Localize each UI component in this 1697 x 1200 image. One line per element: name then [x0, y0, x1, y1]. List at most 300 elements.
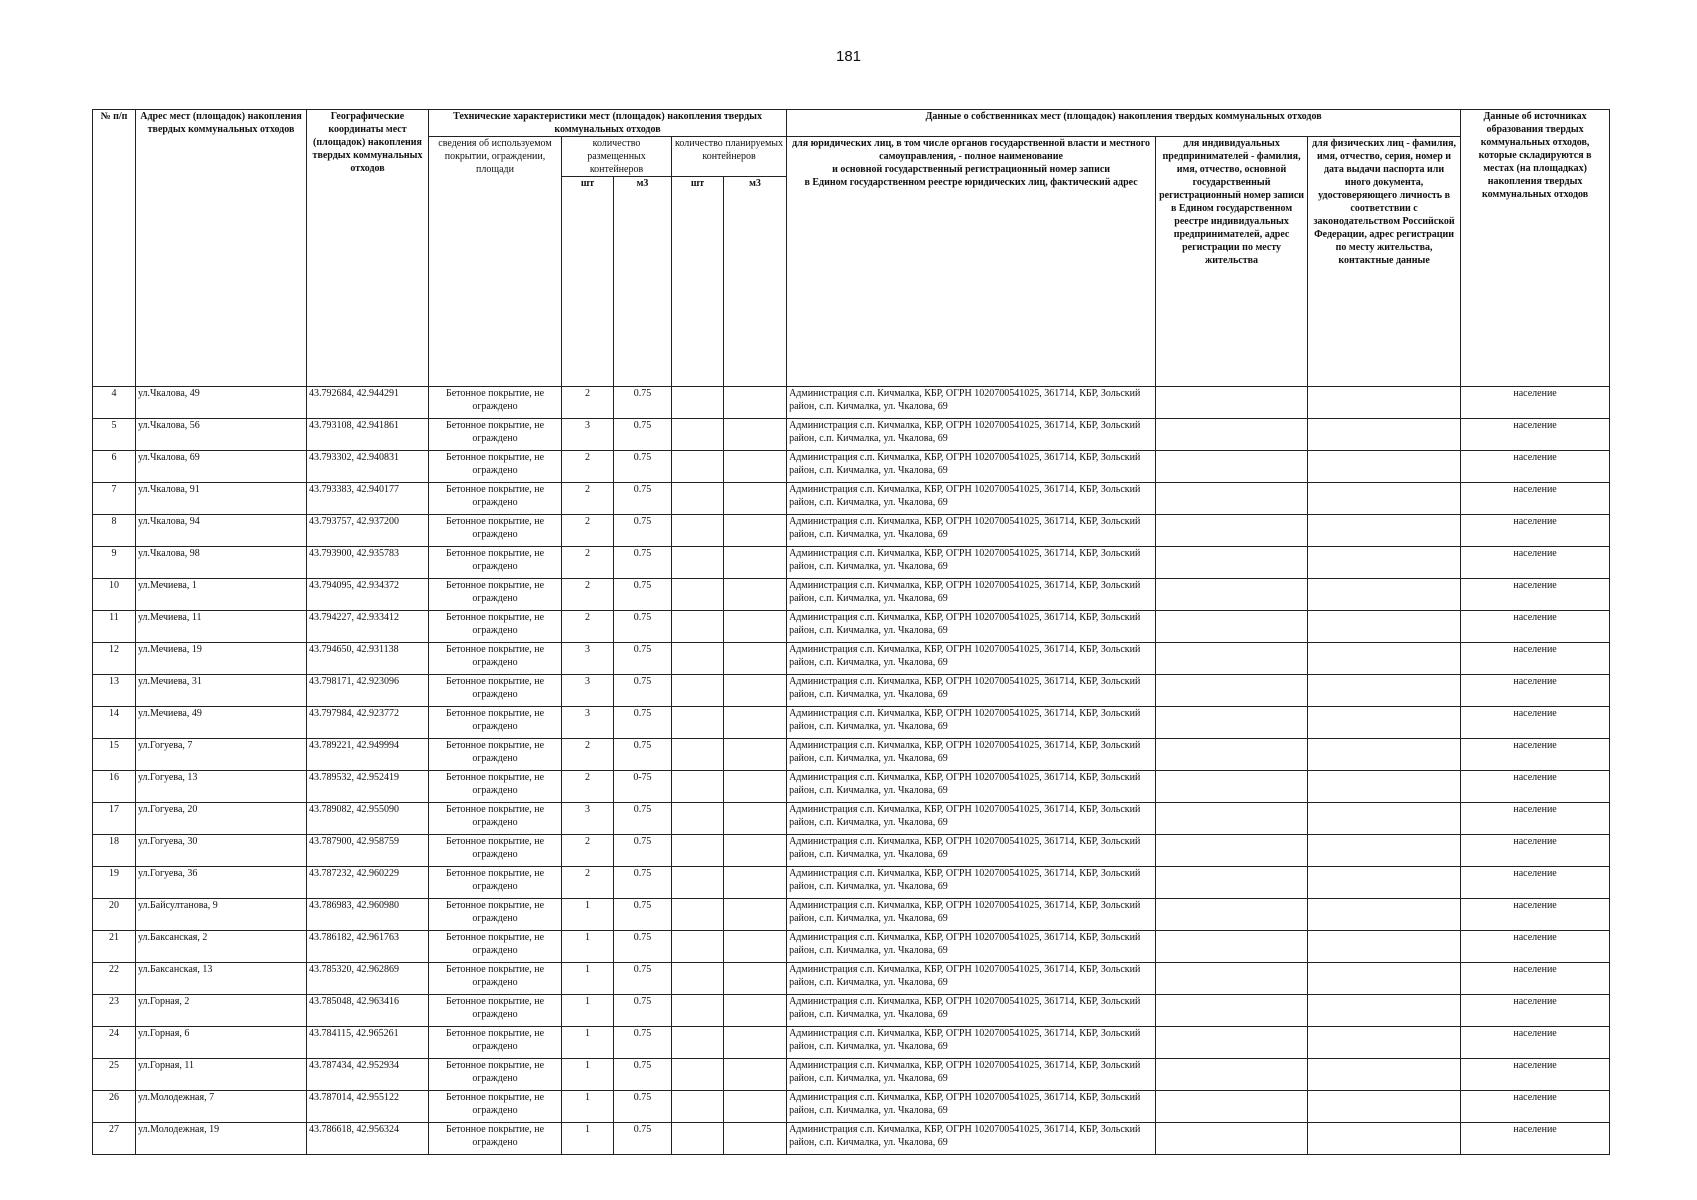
cell-num: 21	[93, 931, 136, 963]
cell-container-volume: 0.75	[614, 899, 672, 931]
cell-coords: 43.789082, 42.955090	[307, 803, 429, 835]
cell-planned-count	[672, 1027, 724, 1059]
cell-planned-count	[672, 675, 724, 707]
table-row	[93, 707, 1610, 739]
cell-address: ул.Молодежная, 7	[136, 1091, 307, 1123]
cell-surface: Бетонное покрытие, не ограждено	[429, 547, 562, 579]
cell-surface: Бетонное покрытие, не ограждено	[429, 1091, 562, 1123]
cell-surface: Бетонное покрытие, не ограждено	[429, 579, 562, 611]
cell-surface: Бетонное покрытие, не ограждено	[429, 835, 562, 867]
cell-planned-count	[672, 931, 724, 963]
table-row	[93, 1123, 1610, 1155]
cell-address: ул.Гогуева, 20	[136, 803, 307, 835]
table-row	[93, 835, 1610, 867]
cell-owner-individual	[1308, 931, 1461, 963]
cell-owner-individual	[1308, 739, 1461, 771]
cell-container-count: 2	[562, 739, 614, 771]
cell-num: 18	[93, 835, 136, 867]
cell-address: ул.Чкалова, 69	[136, 451, 307, 483]
cell-planned-count	[672, 1123, 724, 1155]
cell-address: ул.Чкалова, 94	[136, 515, 307, 547]
cell-owner-legal: Администрация с.п. Кичмалка, КБР, ОГРН 1020700541025, 361714, КБР, Зольский район, с.п. Кичмалка, ул. Чкалова, 69	[787, 483, 1156, 515]
cell-coords: 43.793383, 42.940177	[307, 483, 429, 515]
cell-planned-count	[672, 1091, 724, 1123]
cell-owner-entrepreneur	[1156, 835, 1308, 867]
cell-container-volume: 0.75	[614, 515, 672, 547]
cell-planned-volume	[724, 739, 787, 771]
cell-owner-entrepreneur	[1156, 483, 1308, 515]
cell-planned-volume	[724, 867, 787, 899]
header-tech-group: Технические характеристики мест (площадок) накопления твердых коммунальных отходов	[429, 110, 787, 137]
cell-num: 15	[93, 739, 136, 771]
cell-source: население	[1461, 771, 1610, 803]
table-row	[93, 995, 1610, 1027]
cell-container-volume: 0.75	[614, 931, 672, 963]
header-num: № п/п	[93, 110, 136, 387]
cell-source: население	[1461, 835, 1610, 867]
cell-source: население	[1461, 675, 1610, 707]
cell-surface: Бетонное покрытие, не ограждено	[429, 899, 562, 931]
cell-owner-entrepreneur	[1156, 579, 1308, 611]
cell-address: ул.Гогуева, 36	[136, 867, 307, 899]
cell-coords: 43.789532, 42.952419	[307, 771, 429, 803]
header-unit-m3: м3	[724, 177, 787, 387]
cell-owner-individual	[1308, 483, 1461, 515]
cell-planned-count	[672, 707, 724, 739]
cell-surface: Бетонное покрытие, не ограждено	[429, 419, 562, 451]
cell-container-count: 1	[562, 931, 614, 963]
cell-planned-volume	[724, 1059, 787, 1091]
cell-source: население	[1461, 931, 1610, 963]
cell-owner-entrepreneur	[1156, 931, 1308, 963]
cell-container-volume: 0.75	[614, 963, 672, 995]
cell-num: 9	[93, 547, 136, 579]
cell-owner-entrepreneur	[1156, 995, 1308, 1027]
cell-container-count: 3	[562, 419, 614, 451]
cell-surface: Бетонное покрытие, не ограждено	[429, 1123, 562, 1155]
cell-container-count: 2	[562, 515, 614, 547]
cell-planned-volume	[724, 547, 787, 579]
page-number: 181	[835, 48, 862, 65]
cell-surface: Бетонное покрытие, не ограждено	[429, 611, 562, 643]
table-row	[93, 419, 1610, 451]
cell-container-volume: 0.75	[614, 387, 672, 419]
cell-planned-volume	[724, 707, 787, 739]
cell-surface: Бетонное покрытие, не ограждено	[429, 515, 562, 547]
cell-container-volume: 0.75	[614, 675, 672, 707]
cell-num: 22	[93, 963, 136, 995]
cell-owner-legal: Администрация с.п. Кичмалка, КБР, ОГРН 1020700541025, 361714, КБР, Зольский район, с.п. Кичмалка, ул. Чкалова, 69	[787, 739, 1156, 771]
cell-planned-volume	[724, 1027, 787, 1059]
cell-num: 5	[93, 419, 136, 451]
cell-owner-entrepreneur	[1156, 451, 1308, 483]
cell-planned-count	[672, 995, 724, 1027]
cell-planned-volume	[724, 995, 787, 1027]
cell-owner-legal: Администрация с.п. Кичмалка, КБР, ОГРН 1020700541025, 361714, КБР, Зольский район, с.п. Кичмалка, ул. Чкалова, 69	[787, 835, 1156, 867]
cell-container-volume: 0.75	[614, 1123, 672, 1155]
cell-num: 4	[93, 387, 136, 419]
table-body	[93, 387, 1610, 1155]
cell-container-count: 2	[562, 451, 614, 483]
cell-address: ул.Мечиева, 19	[136, 643, 307, 675]
cell-address: ул.Чкалова, 91	[136, 483, 307, 515]
cell-num: 12	[93, 643, 136, 675]
cell-container-volume: 0.75	[614, 835, 672, 867]
table-row	[93, 1059, 1610, 1091]
cell-source: население	[1461, 579, 1610, 611]
cell-coords: 43.785320, 42.962869	[307, 963, 429, 995]
cell-container-count: 2	[562, 835, 614, 867]
cell-surface: Бетонное покрытие, не ограждено	[429, 739, 562, 771]
cell-container-volume: 0.75	[614, 1091, 672, 1123]
cell-address: ул.Молодежная, 19	[136, 1123, 307, 1155]
cell-container-count: 1	[562, 963, 614, 995]
cell-num: 19	[93, 867, 136, 899]
cell-owner-legal: Администрация с.п. Кичмалка, КБР, ОГРН 1020700541025, 361714, КБР, Зольский район, с.п. Кичмалка, ул. Чкалова, 69	[787, 515, 1156, 547]
cell-num: 8	[93, 515, 136, 547]
cell-num: 27	[93, 1123, 136, 1155]
cell-address: ул.Чкалова, 98	[136, 547, 307, 579]
cell-planned-volume	[724, 387, 787, 419]
header-unit-pcs: шт	[672, 177, 724, 387]
cell-owner-individual	[1308, 451, 1461, 483]
cell-surface: Бетонное покрытие, не ограждено	[429, 803, 562, 835]
cell-owner-legal: Администрация с.п. Кичмалка, КБР, ОГРН 1020700541025, 361714, КБР, Зольский район, с.п. Кичмалка, ул. Чкалова, 69	[787, 867, 1156, 899]
cell-container-count: 2	[562, 867, 614, 899]
cell-surface: Бетонное покрытие, не ограждено	[429, 867, 562, 899]
cell-planned-volume	[724, 899, 787, 931]
cell-source: население	[1461, 899, 1610, 931]
cell-source: население	[1461, 963, 1610, 995]
cell-owner-entrepreneur	[1156, 739, 1308, 771]
cell-address: ул.Мечиева, 31	[136, 675, 307, 707]
cell-owner-individual	[1308, 867, 1461, 899]
cell-planned-count	[672, 483, 724, 515]
cell-owner-entrepreneur	[1156, 707, 1308, 739]
cell-container-volume: 0.75	[614, 739, 672, 771]
header-unit-m3: м3	[614, 177, 672, 387]
cell-owner-entrepreneur	[1156, 803, 1308, 835]
cell-owner-individual	[1308, 835, 1461, 867]
cell-surface: Бетонное покрытие, не ограждено	[429, 387, 562, 419]
cell-source: население	[1461, 1059, 1610, 1091]
cell-container-volume: 0.75	[614, 803, 672, 835]
cell-num: 13	[93, 675, 136, 707]
cell-source: население	[1461, 643, 1610, 675]
cell-coords: 43.786618, 42.956324	[307, 1123, 429, 1155]
cell-num: 16	[93, 771, 136, 803]
cell-num: 10	[93, 579, 136, 611]
cell-container-volume: 0.75	[614, 867, 672, 899]
cell-owner-individual	[1308, 419, 1461, 451]
cell-planned-volume	[724, 579, 787, 611]
cell-surface: Бетонное покрытие, не ограждено	[429, 931, 562, 963]
cell-owner-legal: Администрация с.п. Кичмалка, КБР, ОГРН 1020700541025, 361714, КБР, Зольский район, с.п. Кичмалка, ул. Чкалова, 69	[787, 963, 1156, 995]
cell-source: население	[1461, 451, 1610, 483]
cell-owner-individual	[1308, 803, 1461, 835]
cell-planned-count	[672, 963, 724, 995]
cell-planned-count	[672, 899, 724, 931]
cell-container-count: 3	[562, 803, 614, 835]
cell-source: население	[1461, 547, 1610, 579]
cell-planned-count	[672, 419, 724, 451]
cell-source: население	[1461, 867, 1610, 899]
cell-owner-legal: Администрация с.п. Кичмалка, КБР, ОГРН 1020700541025, 361714, КБР, Зольский район, с.п. Кичмалка, ул. Чкалова, 69	[787, 419, 1156, 451]
cell-container-count: 2	[562, 611, 614, 643]
cell-container-count: 2	[562, 483, 614, 515]
cell-owner-legal: Администрация с.п. Кичмалка, КБР, ОГРН 1020700541025, 361714, КБР, Зольский район, с.п. Кичмалка, ул. Чкалова, 69	[787, 1059, 1156, 1091]
table-row	[93, 771, 1610, 803]
cell-owner-legal: Администрация с.п. Кичмалка, КБР, ОГРН 1020700541025, 361714, КБР, Зольский район, с.п. Кичмалка, ул. Чкалова, 69	[787, 387, 1156, 419]
cell-address: ул.Мечиева, 11	[136, 611, 307, 643]
cell-container-volume: 0.75	[614, 707, 672, 739]
header-address: Адрес мест (площадок) накопления твердых коммунальных отходов	[136, 110, 307, 387]
cell-owner-legal: Администрация с.п. Кичмалка, КБР, ОГРН 1020700541025, 361714, КБР, Зольский район, с.п. Кичмалка, ул. Чкалова, 69	[787, 1027, 1156, 1059]
cell-num: 26	[93, 1091, 136, 1123]
cell-owner-individual	[1308, 387, 1461, 419]
cell-container-volume: 0.75	[614, 547, 672, 579]
cell-owner-individual	[1308, 579, 1461, 611]
cell-planned-volume	[724, 1123, 787, 1155]
cell-owner-individual	[1308, 675, 1461, 707]
cell-planned-volume	[724, 419, 787, 451]
cell-owner-legal: Администрация с.п. Кичмалка, КБР, ОГРН 1020700541025, 361714, КБР, Зольский район, с.п. Кичмалка, ул. Чкалова, 69	[787, 675, 1156, 707]
waste-sites-table	[92, 109, 1610, 1155]
cell-surface: Бетонное покрытие, не ограждено	[429, 963, 562, 995]
cell-address: ул.Горная, 11	[136, 1059, 307, 1091]
cell-surface: Бетонное покрытие, не ограждено	[429, 707, 562, 739]
cell-address: ул.Гогуева, 13	[136, 771, 307, 803]
cell-owner-entrepreneur	[1156, 963, 1308, 995]
cell-owner-entrepreneur	[1156, 387, 1308, 419]
cell-surface: Бетонное покрытие, не ограждено	[429, 675, 562, 707]
cell-owner-individual	[1308, 547, 1461, 579]
cell-owner-individual	[1308, 643, 1461, 675]
cell-coords: 43.793900, 42.935783	[307, 547, 429, 579]
cell-owner-individual	[1308, 1123, 1461, 1155]
cell-owner-entrepreneur	[1156, 1091, 1308, 1123]
cell-coords: 43.793108, 42.941861	[307, 419, 429, 451]
cell-planned-count	[672, 771, 724, 803]
cell-planned-volume	[724, 803, 787, 835]
cell-owner-legal: Администрация с.п. Кичмалка, КБР, ОГРН 1020700541025, 361714, КБР, Зольский район, с.п. Кичмалка, ул. Чкалова, 69	[787, 707, 1156, 739]
cell-container-volume: 0-75	[614, 771, 672, 803]
cell-surface: Бетонное покрытие, не ограждено	[429, 483, 562, 515]
cell-planned-count	[672, 611, 724, 643]
cell-planned-count	[672, 451, 724, 483]
cell-planned-count	[672, 739, 724, 771]
cell-container-volume: 0.75	[614, 483, 672, 515]
cell-planned-count	[672, 643, 724, 675]
cell-owner-entrepreneur	[1156, 1027, 1308, 1059]
cell-owner-entrepreneur	[1156, 419, 1308, 451]
cell-address: ул.Горная, 2	[136, 995, 307, 1027]
cell-owner-legal: Администрация с.п. Кичмалка, КБР, ОГРН 1020700541025, 361714, КБР, Зольский район, с.п. Кичмалка, ул. Чкалова, 69	[787, 803, 1156, 835]
cell-num: 17	[93, 803, 136, 835]
cell-owner-entrepreneur	[1156, 611, 1308, 643]
table-row	[93, 579, 1610, 611]
cell-owner-individual	[1308, 707, 1461, 739]
cell-owner-individual	[1308, 611, 1461, 643]
cell-owner-individual	[1308, 995, 1461, 1027]
cell-address: ул.Гогуева, 7	[136, 739, 307, 771]
table-row	[93, 1091, 1610, 1123]
cell-planned-count	[672, 835, 724, 867]
table-row	[93, 739, 1610, 771]
table-row	[93, 867, 1610, 899]
cell-owner-legal: Администрация с.п. Кичмалка, КБР, ОГРН 1020700541025, 361714, КБР, Зольский район, с.п. Кичмалка, ул. Чкалова, 69	[787, 771, 1156, 803]
cell-source: население	[1461, 1027, 1610, 1059]
header-unit-pcs: шт	[562, 177, 614, 387]
cell-coords: 43.794227, 42.933412	[307, 611, 429, 643]
cell-num: 14	[93, 707, 136, 739]
cell-surface: Бетонное покрытие, не ограждено	[429, 1059, 562, 1091]
cell-source: население	[1461, 707, 1610, 739]
cell-container-volume: 0.75	[614, 611, 672, 643]
cell-planned-count	[672, 387, 724, 419]
cell-owner-legal: Администрация с.п. Кичмалка, КБР, ОГРН 1020700541025, 361714, КБР, Зольский район, с.п. Кичмалка, ул. Чкалова, 69	[787, 547, 1156, 579]
cell-coords: 43.792684, 42.944291	[307, 387, 429, 419]
cell-owner-entrepreneur	[1156, 643, 1308, 675]
cell-surface: Бетонное покрытие, не ограждено	[429, 1027, 562, 1059]
cell-source: население	[1461, 611, 1610, 643]
header-owner-group: Данные о собственниках мест (площадок) накопления твердых коммунальных отходов	[787, 110, 1461, 137]
cell-owner-individual	[1308, 899, 1461, 931]
cell-planned-count	[672, 1059, 724, 1091]
table-row	[93, 611, 1610, 643]
header-qty-existing: количество размещенных контейнеров	[562, 137, 672, 177]
header-coords: Географические координаты мест (площадок) накопления твердых коммунальных отходов	[307, 110, 429, 387]
cell-source: население	[1461, 387, 1610, 419]
cell-source: население	[1461, 1123, 1610, 1155]
cell-owner-individual	[1308, 515, 1461, 547]
cell-coords: 43.789221, 42.949994	[307, 739, 429, 771]
cell-planned-volume	[724, 451, 787, 483]
cell-container-volume: 0.75	[614, 579, 672, 611]
cell-address: ул.Баксанская, 13	[136, 963, 307, 995]
cell-address: ул.Гогуева, 30	[136, 835, 307, 867]
header-surface: сведения об используемом покрытии, ограждении, площади	[429, 137, 562, 387]
cell-container-count: 1	[562, 899, 614, 931]
cell-owner-individual	[1308, 1059, 1461, 1091]
cell-owner-legal: Администрация с.п. Кичмалка, КБР, ОГРН 1020700541025, 361714, КБР, Зольский район, с.п. Кичмалка, ул. Чкалова, 69	[787, 995, 1156, 1027]
cell-container-count: 3	[562, 707, 614, 739]
cell-owner-legal: Администрация с.п. Кичмалка, КБР, ОГРН 1020700541025, 361714, КБР, Зольский район, с.п. Кичмалка, ул. Чкалова, 69	[787, 1091, 1156, 1123]
cell-coords: 43.798171, 42.923096	[307, 675, 429, 707]
cell-surface: Бетонное покрытие, не ограждено	[429, 643, 562, 675]
cell-owner-individual	[1308, 771, 1461, 803]
cell-source: население	[1461, 739, 1610, 771]
table-row	[93, 483, 1610, 515]
table-row	[93, 515, 1610, 547]
cell-address: ул.Мечиева, 1	[136, 579, 307, 611]
table-row	[93, 387, 1610, 419]
cell-coords: 43.787232, 42.960229	[307, 867, 429, 899]
cell-owner-entrepreneur	[1156, 771, 1308, 803]
cell-container-count: 1	[562, 1059, 614, 1091]
header-individuals: для физических лиц - фамилия, имя, отчество, серия, номер и дата выдачи паспорта или иного документа, удостоверяющего личность в соответствии с законодательством Российской Федерации, адрес регистрации по месту жительства, контактные данные	[1308, 137, 1461, 387]
cell-container-count: 2	[562, 579, 614, 611]
header-qty-planned: количество планируемых контейнеров	[672, 137, 787, 177]
cell-owner-legal: Администрация с.п. Кичмалка, КБР, ОГРН 1020700541025, 361714, КБР, Зольский район, с.п. Кичмалка, ул. Чкалова, 69	[787, 579, 1156, 611]
cell-surface: Бетонное покрытие, не ограждено	[429, 995, 562, 1027]
cell-planned-volume	[724, 483, 787, 515]
cell-planned-count	[672, 803, 724, 835]
cell-owner-legal: Администрация с.п. Кичмалка, КБР, ОГРН 1020700541025, 361714, КБР, Зольский район, с.п. Кичмалка, ул. Чкалова, 69	[787, 931, 1156, 963]
cell-planned-volume	[724, 611, 787, 643]
cell-coords: 43.784115, 42.965261	[307, 1027, 429, 1059]
cell-coords: 43.794095, 42.934372	[307, 579, 429, 611]
cell-owner-entrepreneur	[1156, 1059, 1308, 1091]
cell-owner-legal: Администрация с.п. Кичмалка, КБР, ОГРН 1020700541025, 361714, КБР, Зольский район, с.п. Кичмалка, ул. Чкалова, 69	[787, 643, 1156, 675]
cell-num: 23	[93, 995, 136, 1027]
cell-owner-legal: Администрация с.п. Кичмалка, КБР, ОГРН 1020700541025, 361714, КБР, Зольский район, с.п. Кичмалка, ул. Чкалова, 69	[787, 1123, 1156, 1155]
cell-container-count: 2	[562, 547, 614, 579]
cell-address: ул.Чкалова, 56	[136, 419, 307, 451]
cell-container-count: 1	[562, 1123, 614, 1155]
cell-planned-count	[672, 547, 724, 579]
cell-address: ул.Байсултанова, 9	[136, 899, 307, 931]
cell-surface: Бетонное покрытие, не ограждено	[429, 451, 562, 483]
cell-owner-individual	[1308, 963, 1461, 995]
table-row	[93, 1027, 1610, 1059]
cell-planned-count	[672, 515, 724, 547]
cell-container-count: 1	[562, 995, 614, 1027]
cell-num: 20	[93, 899, 136, 931]
cell-address: ул.Баксанская, 2	[136, 931, 307, 963]
cell-coords: 43.794650, 42.931138	[307, 643, 429, 675]
cell-num: 11	[93, 611, 136, 643]
cell-planned-volume	[724, 931, 787, 963]
cell-coords: 43.797984, 42.923772	[307, 707, 429, 739]
cell-owner-entrepreneur	[1156, 515, 1308, 547]
table-row	[93, 643, 1610, 675]
cell-owner-individual	[1308, 1091, 1461, 1123]
table-row	[93, 963, 1610, 995]
cell-owner-entrepreneur	[1156, 899, 1308, 931]
cell-container-volume: 0.75	[614, 451, 672, 483]
cell-container-volume: 0.75	[614, 995, 672, 1027]
cell-address: ул.Мечиева, 49	[136, 707, 307, 739]
cell-planned-volume	[724, 643, 787, 675]
cell-source: население	[1461, 483, 1610, 515]
cell-owner-individual	[1308, 1027, 1461, 1059]
cell-owner-entrepreneur	[1156, 867, 1308, 899]
cell-address: ул.Горная, 6	[136, 1027, 307, 1059]
cell-planned-count	[672, 579, 724, 611]
cell-coords: 43.786182, 42.961763	[307, 931, 429, 963]
cell-coords: 43.786983, 42.960980	[307, 899, 429, 931]
cell-source: население	[1461, 419, 1610, 451]
cell-num: 6	[93, 451, 136, 483]
cell-planned-volume	[724, 515, 787, 547]
cell-owner-legal: Администрация с.п. Кичмалка, КБР, ОГРН 1020700541025, 361714, КБР, Зольский район, с.п. Кичмалка, ул. Чкалова, 69	[787, 899, 1156, 931]
cell-surface: Бетонное покрытие, не ограждено	[429, 771, 562, 803]
cell-container-volume: 0.75	[614, 643, 672, 675]
cell-source: население	[1461, 1091, 1610, 1123]
cell-planned-volume	[724, 835, 787, 867]
table-row	[93, 547, 1610, 579]
cell-owner-entrepreneur	[1156, 547, 1308, 579]
cell-planned-volume	[724, 963, 787, 995]
cell-source: население	[1461, 995, 1610, 1027]
cell-container-count: 2	[562, 387, 614, 419]
cell-num: 24	[93, 1027, 136, 1059]
cell-source: население	[1461, 515, 1610, 547]
table-row	[93, 451, 1610, 483]
cell-source: население	[1461, 803, 1610, 835]
cell-coords: 43.793302, 42.940831	[307, 451, 429, 483]
